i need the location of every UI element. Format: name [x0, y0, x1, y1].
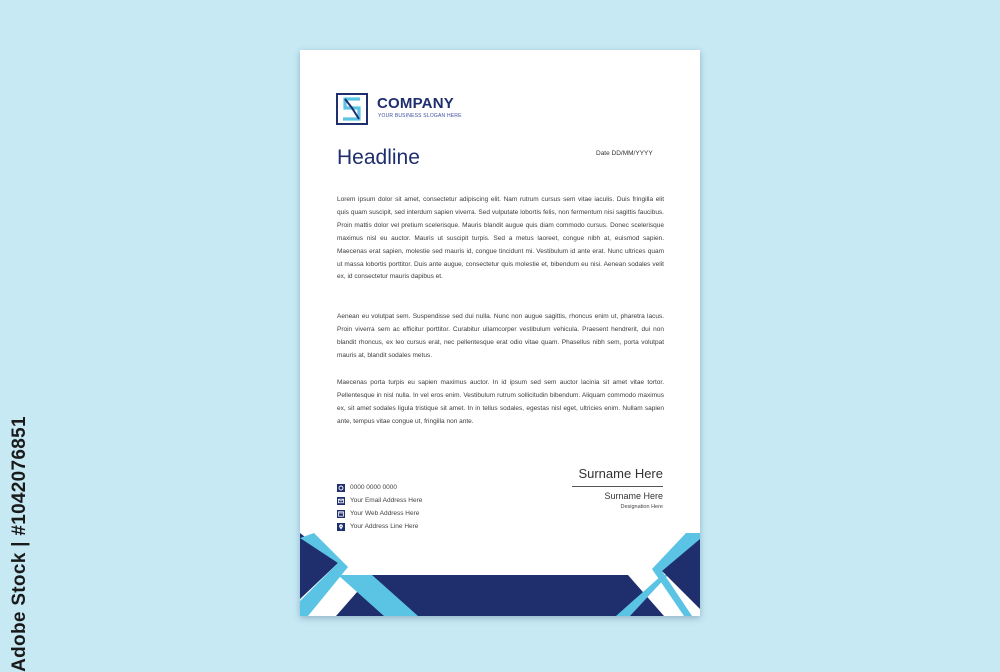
headline: Headline: [337, 146, 420, 169]
contact-list: [337, 481, 422, 533]
body-paragraph-1: Lorem ipsum dolor sit amet, consectetur adipiscing elit. Nam rutrum cursus sem vitae iaculis. Duis fringilla elit quis quam suscipit, sed interdum sapien viverra. Sed vulputate lobortis felis, non fermentum nisi sagittis faucibus. Proin mattis dolor vel pretium scelerisque. Mauris blandit augue quis diam commodo cursus. Donec scelerisque maximus nisl eu auctor. Mauris ut suscipit turpis. Sed a metus laoreet, congue nibh at, euismod sapien. Maecenas erat sapien, molestie sed mauris id, congue tincidunt mi. Vestibulum id ante erat. Nunc ultrices quam ut massa lobortis porttitor. Duis ante augue, consectetur quis molestie et, bibendum eu nisi. Aenean sodales velit ex, id consectetur mauris dapibus et.: [337, 196, 664, 281]
company-slogan: YOUR BUSINESS SLOGAN HERE: [378, 113, 462, 119]
contact-web: [337, 507, 422, 520]
contact-email: [337, 494, 422, 507]
stock-id-label: [0, 416, 40, 672]
contact-address-text: Your Address Line Here: [350, 523, 419, 530]
contact-address: [337, 520, 422, 533]
stock-id-text: Adobe Stock | #1042076851: [9, 416, 30, 672]
logo-icon: [336, 93, 368, 125]
letterhead-page: [300, 50, 700, 616]
signature-divider: [572, 486, 663, 487]
contact-phone: [337, 481, 422, 494]
phone-icon: [337, 484, 345, 492]
body-paragraph-3: Maecenas porta turpis eu sapien maximus auctor. In id ipsum sed sem auctor lacinia sit amet vitae tortor. Pellentesque in nisl nulla. In vel eros enim. Vestibulum rutrum sollicitudin bibendum. Aliquam commodo maximus ex, sit amet sodales ligula tristique sit amet. In in tellus sodales, egestas nisl eget, ultricies enim. Nullam sapien ante, tempus vitae congue ut, fringilla non ante.: [337, 379, 664, 425]
body-paragraph-2: Aenean eu volutpat sem. Suspendisse sed dui nulla. Nunc non augue sagittis, rhoncus enim ut, pharetra lacus. Proin viverra sem ac efficitur porttitor. Curabitur ullamcorper vestibulum vehicula. Praesent hendrerit, dui non blandit rhoncus, ex leo cursus erat, nec pellentesque erat odio vitae quam. Phasellus nibh sem, porta volutpat mauris at, blandit sodales metus.: [337, 313, 664, 359]
date-line: Date DD/MM/YYYY: [596, 150, 653, 157]
contact-phone-text: 0000 0000 0000: [350, 484, 397, 491]
signature-name: Surname Here: [578, 466, 663, 481]
email-icon: [337, 497, 345, 505]
contact-email-text: Your Email Address Here: [350, 497, 423, 504]
signature-name-secondary: Surname Here: [604, 491, 663, 501]
footer-decoration: [300, 533, 700, 616]
location-icon: [337, 523, 345, 531]
company-name: COMPANY: [377, 95, 454, 112]
web-icon: [337, 510, 345, 518]
contact-web-text: Your Web Address Here: [350, 510, 420, 517]
signature-designation: Designation Here: [620, 504, 663, 510]
